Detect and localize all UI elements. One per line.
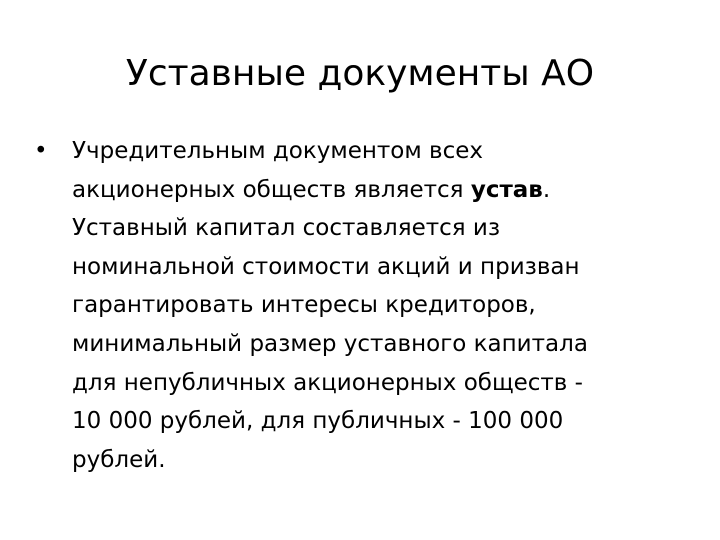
bullet-text-line-3: Уставный капитал составляется из <box>72 215 501 242</box>
bullet-text-line-2-start: акционерных обществ является <box>72 176 471 203</box>
bullet-item <box>34 132 674 479</box>
bullet-text-line-8: 10 000 рублей, для публичных - 100 000 <box>72 408 564 435</box>
bullet-text-line-9: рублей. <box>72 446 166 473</box>
bullet-dot-icon: • <box>34 138 48 164</box>
bullet-text-line-1: Учредительным документом всех <box>72 138 483 164</box>
bullet-text-line-2 <box>72 171 674 210</box>
bullet-text-line-2-end: . <box>542 176 551 203</box>
bullet-text-line-6: минимальный размер уставного капитала <box>72 330 588 357</box>
bold-term: устав <box>470 176 543 203</box>
bullet-list <box>34 132 674 479</box>
bullet-text-line-5: гарантировать интересы кредиторов, <box>72 292 536 319</box>
slide-title: Уставные документы АО <box>125 53 595 94</box>
bullet-text-line-7: для непубличных акционерных обществ - <box>72 369 583 396</box>
bullet-text-line-4: номинальной стоимости акций и призван <box>72 253 580 280</box>
